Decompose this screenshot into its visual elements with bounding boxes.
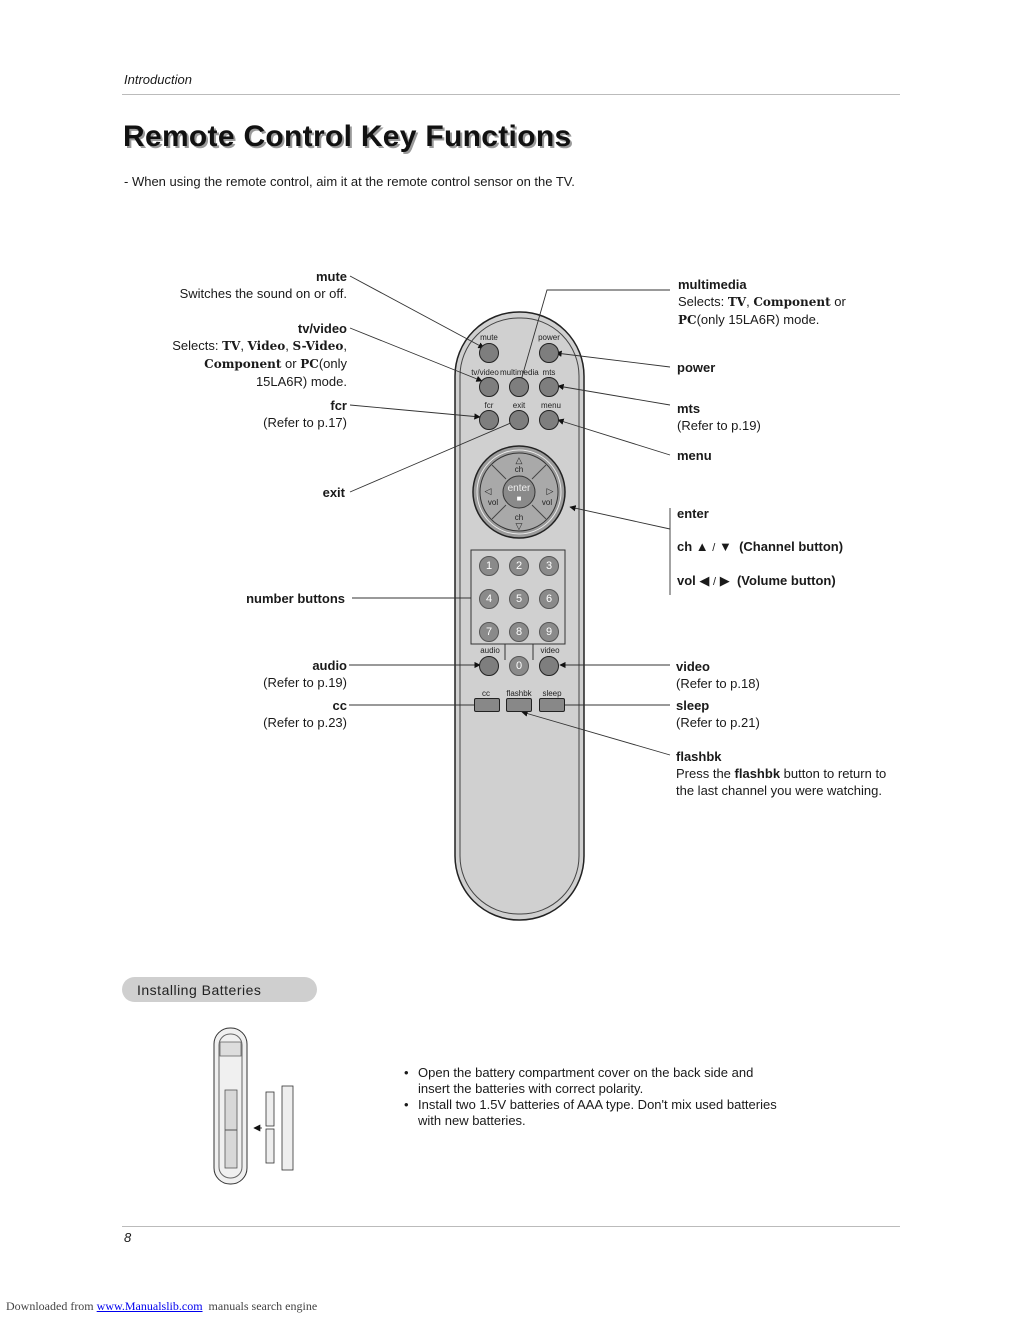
remote-digit-2[interactable]: 2	[509, 556, 529, 576]
remote-audio-button[interactable]	[479, 656, 499, 676]
remote-sleep-label: sleep	[542, 689, 562, 698]
callout-video-ref: (Refer to p.18)	[676, 676, 760, 691]
footer-rule	[122, 1226, 900, 1227]
page-number: 8	[124, 1230, 132, 1245]
callout-flashbk-post: button to return to	[780, 766, 887, 781]
callout-multimedia-tv: TV	[727, 295, 747, 309]
battery-bullet-1-line-2: insert the batteries with correct polarity.	[418, 1081, 644, 1096]
callout-number-buttons-name: number buttons	[246, 591, 345, 606]
callout-power	[677, 359, 715, 376]
remote-fcr-label: fcr	[484, 401, 494, 410]
callout-tvvideo-name-b: /video	[309, 321, 347, 336]
remote-digit-5[interactable]: 5	[509, 589, 529, 609]
remote-cc-label: cc	[482, 689, 490, 698]
remote-exit-label: exit	[512, 401, 526, 410]
remote-vol-left-arrow[interactable]: ◁	[484, 486, 492, 496]
remote-mute-label: mute	[480, 333, 498, 342]
section-title: Introduction	[124, 72, 192, 87]
callout-vol	[677, 572, 836, 591]
callout-mute	[180, 268, 347, 302]
remote-cc-button[interactable]	[474, 698, 500, 712]
callout-tvvideo-model: 15LA6R) mode.	[255, 374, 347, 389]
callout-power-name: power	[677, 360, 716, 375]
remote-multimedia-label: multimedia	[500, 368, 539, 377]
batteries-heading: Installing Batteries	[137, 982, 262, 998]
intro-text: - When using the remote control, aim it at the remote control sensor on the TV.	[124, 174, 575, 189]
battery-bullet-2-line-1: Install two 1.5V batteries of AAA type. Don't mix used batteries	[418, 1097, 777, 1112]
remote-digit-0[interactable]: 0	[509, 656, 529, 676]
callout-mts-name: mts	[677, 401, 701, 416]
callout-vol-slash: /	[713, 576, 717, 588]
callout-video-name: video	[676, 659, 710, 674]
callout-fcr	[263, 397, 347, 431]
callout-tvvideo-svideo: S-Video	[292, 339, 344, 353]
callout-mts	[677, 400, 761, 434]
battery-bullet-2	[404, 1097, 824, 1129]
callout-flashbk-line2: the last channel you were watching.	[676, 783, 882, 798]
remote-menu-button[interactable]	[539, 410, 559, 430]
callout-exit-name: exit	[322, 485, 345, 500]
manualslib-link[interactable]: www.Manualslib.com	[96, 1299, 203, 1313]
callout-multimedia-model: (only 15LA6R) mode.	[696, 312, 820, 327]
callout-tvvideo-video: Video	[247, 339, 286, 353]
callout-multimedia-or: or	[830, 294, 846, 309]
remote-digit-9[interactable]: 9	[539, 622, 559, 642]
remote-ch-down-arrow[interactable]: ▽	[515, 521, 523, 531]
remote-power-label: power	[538, 333, 560, 342]
callout-tvvideo-or: or	[281, 356, 301, 371]
remote-digit-8[interactable]: 8	[509, 622, 529, 642]
remote-ch-bottom-label: ch	[514, 513, 524, 522]
remote-digit-4[interactable]: 4	[479, 589, 499, 609]
remote-tvvideo-label: tv/video	[471, 368, 499, 377]
battery-bullet-1-line-1: Open the battery compartment cover on the back side and	[418, 1065, 754, 1080]
callout-sleep	[676, 697, 760, 731]
remote-vol-right-label: vol	[541, 498, 553, 507]
callout-audio-ref: (Refer to p.19)	[263, 675, 347, 690]
remote-sleep-button[interactable]	[539, 698, 565, 712]
callout-flashbk-bold: flashbk	[734, 766, 781, 781]
remote-digit-7[interactable]: 7	[479, 622, 499, 642]
remote-tvvideo-button[interactable]	[479, 377, 499, 397]
remote-digit-3[interactable]: 3	[539, 556, 559, 576]
remote-flashbk-button[interactable]	[506, 698, 532, 712]
callout-tvvideo-tv: TV	[222, 339, 241, 353]
callout-multimedia-name: multimedia	[678, 277, 747, 292]
callout-ch-down-icon: ▼	[718, 539, 732, 554]
battery-illustration	[214, 1028, 293, 1184]
callout-vol-right-icon: ▶	[719, 573, 730, 588]
callout-mute-desc: Switches the sound on or off.	[179, 286, 347, 301]
callout-cc	[263, 697, 347, 731]
callout-audio	[263, 657, 347, 691]
callout-fcr-ref: (Refer to p.17)	[263, 415, 347, 430]
callout-vol-left-icon: ◀	[699, 573, 710, 588]
callout-ch-up-icon: ▲	[695, 539, 709, 554]
callout-tvvideo-component: Component	[204, 357, 282, 371]
remote-mute-button[interactable]	[479, 343, 499, 363]
remote-mts-button[interactable]	[539, 377, 559, 397]
remote-video-button[interactable]	[539, 656, 559, 676]
callout-menu	[677, 447, 712, 464]
callout-multimedia-pre: Selects:	[678, 294, 728, 309]
bullet-dot: •	[404, 1097, 409, 1112]
callout-tvvideo-pre: Selects:	[172, 338, 223, 353]
callout-ch-name: ch	[677, 539, 693, 554]
callout-cc-name: cc	[332, 698, 347, 713]
remote-enter-mark: ■	[516, 494, 522, 503]
callout-ch-desc: (Channel button)	[739, 539, 844, 554]
footer-post: manuals search engine	[202, 1299, 318, 1313]
callout-mts-ref: (Refer to p.19)	[677, 418, 761, 433]
callout-number-buttons	[246, 590, 345, 607]
callout-enter-name: enter	[677, 506, 709, 521]
remote-ch-top-label: ch	[514, 465, 524, 474]
remote-audio-label: audio	[480, 646, 500, 655]
callout-sleep-name: sleep	[676, 698, 710, 713]
callout-flashbk-pre: Press the	[676, 766, 735, 781]
remote-enter-button[interactable]: enter	[507, 483, 531, 494]
remote-video-label: video	[540, 646, 560, 655]
callout-multimedia-pc: PC	[678, 313, 697, 327]
battery-bullet-1	[404, 1065, 804, 1097]
callout-mute-name: mute	[315, 269, 347, 284]
callout-vol-name: vol	[677, 573, 696, 588]
callout-fcr-name: fcr	[330, 398, 347, 413]
callout-vol-desc: (Volume button)	[736, 573, 836, 588]
remote-menu-label: menu	[540, 401, 561, 410]
bullet-dot: •	[404, 1065, 409, 1080]
callout-ch-slash: /	[712, 542, 716, 554]
remote-mts-label: mts	[542, 368, 556, 377]
callout-tvvideo: tv/video Selects: TV, Video, S-Video, Component or PC(only 15LA6R) mode.	[172, 321, 347, 389]
callout-sleep-ref: (Refer to p.21)	[676, 715, 760, 730]
callout-video	[676, 658, 760, 692]
callout-flashbk	[676, 748, 886, 799]
callout-tvvideo-name-a: tv	[297, 321, 310, 336]
callout-menu-name: menu	[677, 448, 712, 463]
remote-flashbk-label: flashbk	[506, 689, 532, 698]
callout-ch	[677, 538, 843, 557]
callout-tvvideo-pc: PC	[300, 357, 319, 371]
remote-vol-left-label: vol	[487, 498, 499, 507]
remote-multimedia-button[interactable]	[509, 377, 529, 397]
download-footer	[6, 1299, 317, 1314]
footer-pre: Downloaded from	[6, 1299, 97, 1313]
callout-tvvideo-only: (only	[318, 356, 347, 371]
callout-audio-name: audio	[312, 658, 347, 673]
callout-exit	[323, 484, 345, 501]
callout-cc-ref: (Refer to p.23)	[263, 715, 347, 730]
callout-multimedia-component: Component	[753, 295, 831, 309]
callout-multimedia: multimedia Selects: TV, Component or PC(only 15LA6R) mode.	[678, 277, 846, 327]
remote-power-button[interactable]	[539, 343, 559, 363]
remote-vol-right-arrow[interactable]: ▷	[546, 486, 554, 496]
remote-ch-up-arrow[interactable]: △	[515, 455, 523, 465]
page-title: Remote Control Key Functions	[123, 120, 572, 153]
remote-digit-6[interactable]: 6	[539, 589, 559, 609]
remote-exit-button[interactable]	[509, 410, 529, 430]
battery-bullet-2-line-2: with new batteries.	[418, 1113, 526, 1128]
remote-digit-1[interactable]: 1	[479, 556, 499, 576]
remote-fcr-button[interactable]	[479, 410, 499, 430]
callout-enter	[677, 505, 709, 522]
callout-flashbk-name: flashbk	[676, 749, 722, 764]
